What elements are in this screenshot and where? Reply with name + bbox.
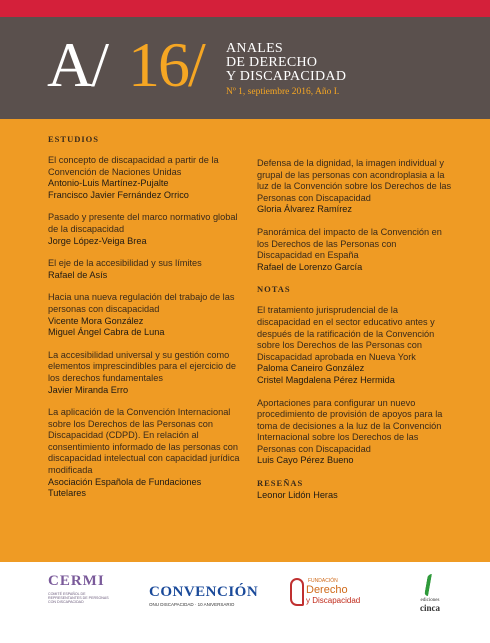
convencion-logo-name: CONVENCIÓN: [149, 584, 259, 600]
article-title: La accesibilidad universal y su gestión como elementos imprescindibles para el ejercicio de los derechos fundamentales: [48, 349, 236, 383]
toc-article: [257, 227, 452, 273]
journal-logo-number: 16/: [128, 29, 204, 100]
article-author: Antonio-Luis Martínez-Pujalte: [48, 178, 169, 189]
journal-title: [226, 42, 346, 84]
article-author: Paloma Caneiro González: [257, 363, 365, 374]
article-author: Jorge López-Veiga Brea: [48, 235, 147, 246]
article-author: Vicente Mora González: [48, 315, 144, 326]
cermi-logo-subtitle: COMITÉ ESPAÑOL DE REPRESENTANTES DE PERSONAS CON DISCAPACIDAD: [48, 592, 109, 605]
toc-left-column: [48, 134, 240, 511]
section-resenas: RESEÑAS: [257, 478, 304, 489]
section-notas: NOTAS: [257, 284, 291, 295]
fundacion-logo: [290, 578, 360, 605]
article-title: Pasado y presente del marco normativo global de la discapacidad: [48, 212, 238, 234]
review-author: Leonor Lidón Heras: [257, 490, 338, 501]
article-author: Luis Cayo Pérez Bueno: [257, 455, 354, 466]
toc-article: [48, 292, 240, 338]
article-author: Francisco Javier Fernández Orrico: [48, 189, 189, 200]
toc-article: [48, 155, 240, 201]
fundacion-logo-small: FUNDACIÓN: [308, 578, 338, 584]
convencion-logo: [149, 584, 258, 607]
article-author: Rafael de Asís: [48, 269, 108, 280]
toc-article: [257, 158, 452, 216]
toc-article: [48, 350, 240, 396]
toc-right-column: [257, 158, 452, 502]
convencion-logo-subtitle: ONU DISCAPACIDAD · 10 ANIVERSARIO: [149, 602, 235, 607]
journal-title-line2: DE DERECHO: [226, 55, 318, 70]
article-author: Asociación Española de Fundaciones Tutelares: [48, 476, 202, 499]
cinca-logo-small: ediciones: [420, 598, 440, 603]
article-author: Javier Miranda Erro: [48, 384, 129, 395]
article-title: El tratamiento jurisprudencial de la discapacidad en el sector educativo antes y después de la ratificación de la Convención sobre los Derechos de las Personas con Discapacidad aprobada en Nueva York: [257, 305, 435, 362]
fundacion-logo-subtitle: y Discapacidad: [306, 596, 361, 605]
article-author: Gloria Álvarez Ramírez: [257, 204, 352, 215]
article-title: Hacia una nueva regulación del trabajo de las personas con discapacidad: [48, 292, 235, 314]
toc-article: [48, 407, 240, 500]
article-author: Rafael de Lorenzo García: [257, 261, 363, 272]
top-color-bar: [0, 0, 490, 17]
toc-article: [257, 305, 452, 386]
toc-article: [48, 258, 240, 281]
article-title: La aplicación de la Convención Internacional sobre los Derechos de las Personas con Discapacidad (CDPD). En relación al consentimiento informado de las personas con discapacidad intelectual con capacidad jurídica modificada: [48, 407, 240, 476]
toc-article: [257, 398, 452, 468]
cinca-logo-name: cinca: [420, 603, 440, 613]
article-title: Defensa de la dignidad, la imagen individual y grupal de las personas con acondroplasia a la luz de la Convención sobre los Derechos de las Personas con Discapacidad: [257, 158, 452, 203]
cermi-logo: [48, 573, 110, 605]
issue-info: Nº 1, septiembre 2016, Año I.: [226, 87, 340, 97]
article-title: El concepto de discapacidad a partir de la Convención de Naciones Unidas: [48, 155, 219, 177]
fundacion-logo-name: Derecho: [306, 584, 348, 596]
article-author: Cristel Magdalena Pérez Hermida: [257, 374, 395, 385]
leaf-icon: [424, 574, 436, 596]
journal-logo-letter: A/: [47, 29, 107, 100]
journal-title-line3: Y DISCAPACIDAD: [226, 69, 347, 84]
section-estudios: ESTUDIOS: [48, 134, 99, 144]
article-author: Miguel Ángel Cabra de Luna: [48, 327, 165, 338]
toc-article: [48, 212, 240, 247]
cermi-logo-name: CERMI: [48, 573, 105, 589]
cinca-logo: [414, 574, 446, 613]
article-title: Panorámica del impacto de la Convención en los Derechos de las Personas con Discapacidad en España: [257, 226, 442, 261]
journal-title-line1: ANALES: [226, 41, 284, 56]
article-title: Aportaciones para configurar un nuevo procedimiento de provisión de apoyos para la toma de decisiones a la luz de la Convención Internacional sobre los Derechos de las Personas con Discapacidad: [257, 397, 443, 454]
article-title: El eje de la accesibilidad y sus límites: [48, 258, 202, 269]
ribbon-icon: [290, 578, 304, 606]
